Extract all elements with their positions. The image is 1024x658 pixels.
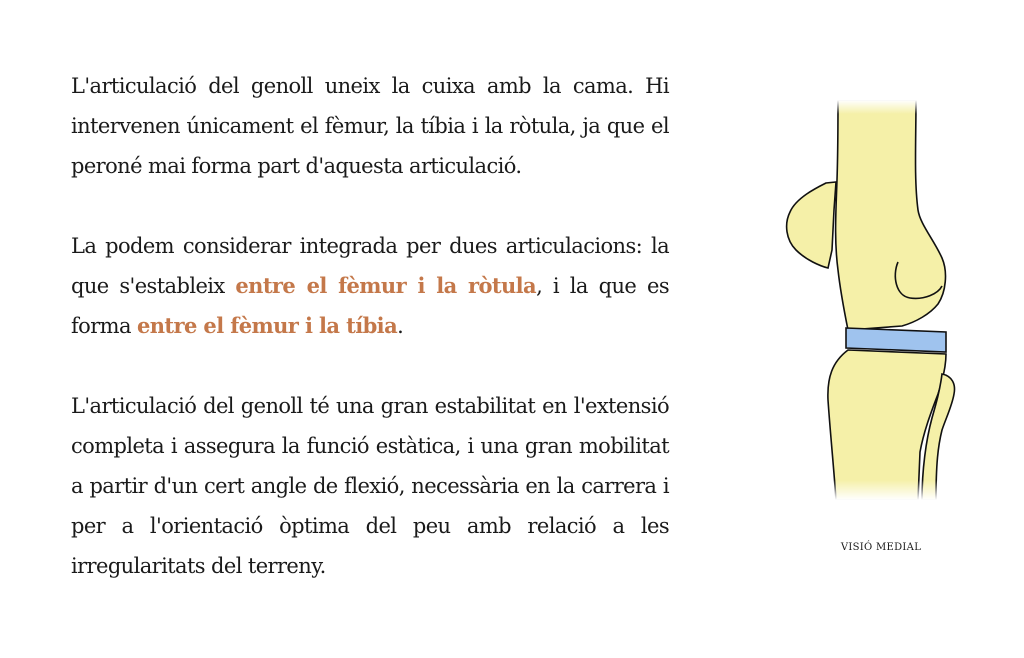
link-femur-rotula[interactable]: entre el fèmur i la ròtula bbox=[235, 273, 537, 298]
paragraph-2 bbox=[71, 226, 669, 346]
text-column bbox=[71, 66, 669, 586]
paragraph-1: L'articulació del genoll uneix la cuixa amb la cama. Hi intervenen únicament el fèmur, la tíbia i la ròtula, ja que el peroné mai forma part d'aquesta articulació. bbox=[71, 74, 669, 178]
patella-shape bbox=[787, 182, 836, 268]
knee-drawing bbox=[770, 100, 990, 500]
meniscus-shape bbox=[846, 328, 946, 352]
link-femur-tibia[interactable]: entre el fèmur i la tíbia bbox=[136, 313, 398, 338]
paragraph-2-text-after: . bbox=[397, 314, 404, 338]
paragraph-2-text-middle: , i la que es forma bbox=[71, 274, 669, 338]
figure-caption: VISIÓ MEDIAL bbox=[840, 542, 922, 553]
paragraph-3: L'articulació del genoll té una gran estabilitat en l'extensió completa i assegura la funció estàtica, i una gran mobilitat a partir d'un cert angle de flexió, necessària en la carrera i per a l'orientació òptima del peu amb relació a les irregularitats del terreny. bbox=[71, 394, 669, 578]
paragraph-2-text-before: La podem considerar integrada per dues articulacions: la que s'estableix bbox=[71, 234, 669, 298]
knee-medial-illustration bbox=[770, 100, 990, 500]
